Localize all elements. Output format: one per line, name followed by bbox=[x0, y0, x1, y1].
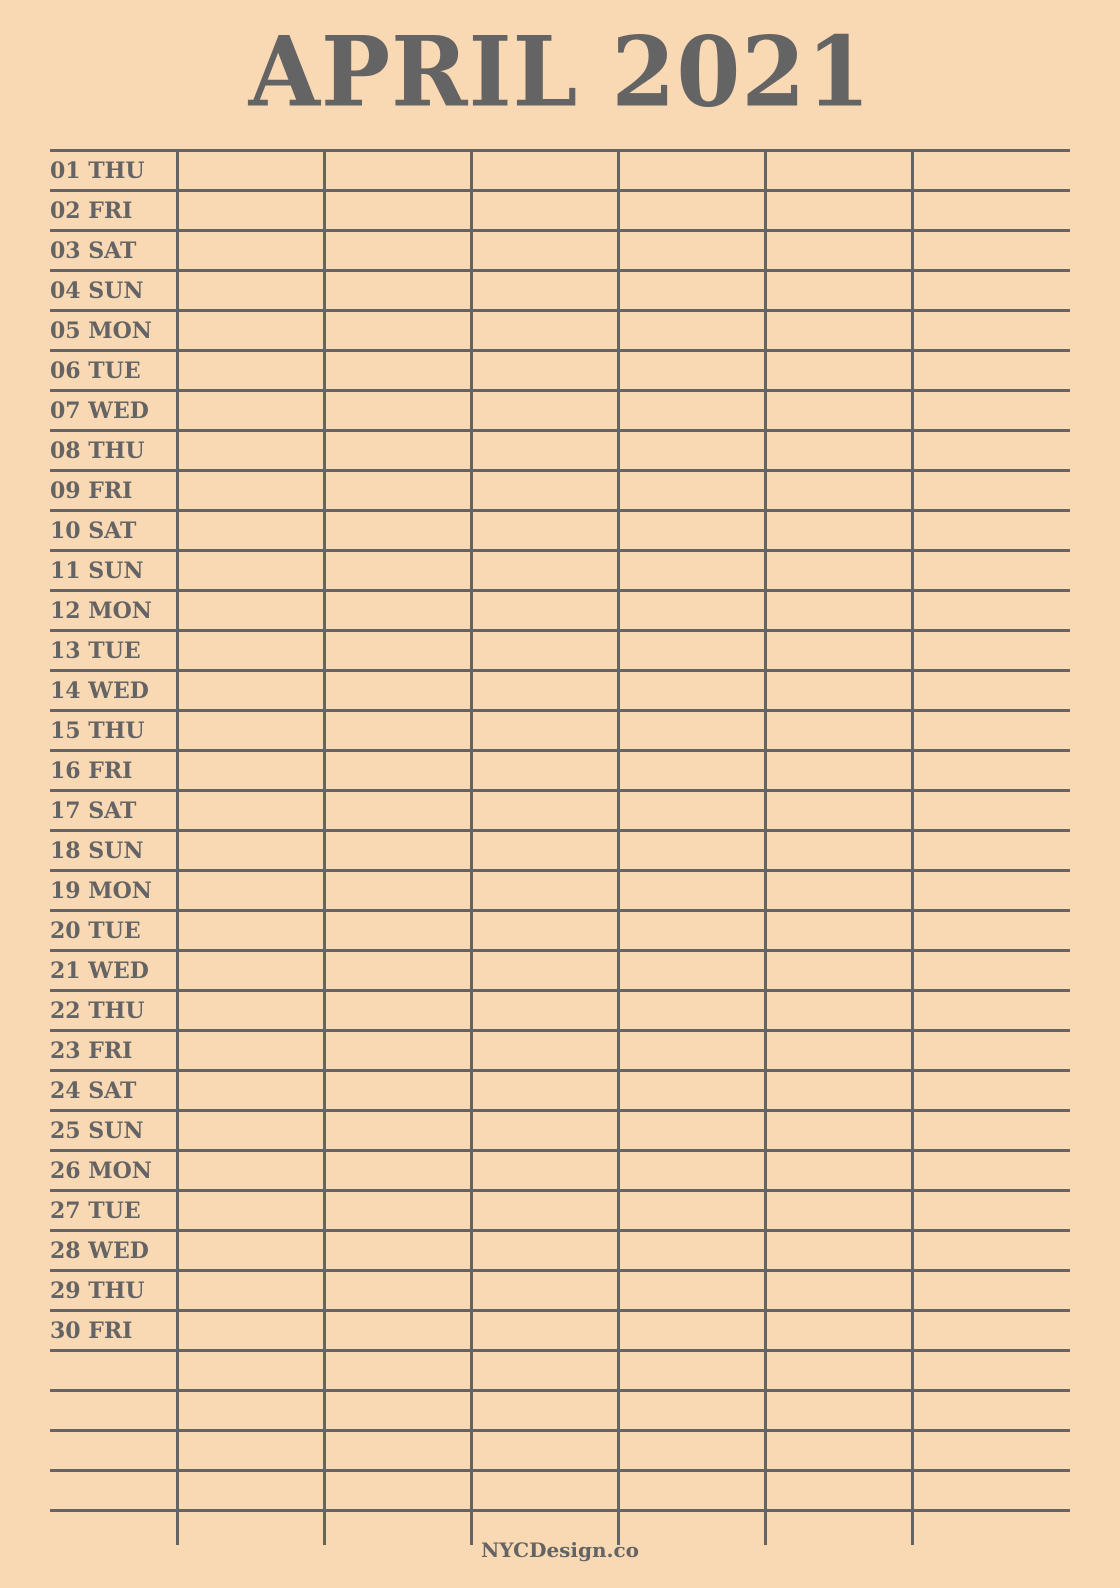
row-divider bbox=[50, 509, 1070, 512]
day-label bbox=[50, 1471, 170, 1511]
row-divider bbox=[50, 1229, 1070, 1232]
footer-brand: NYCDesign.co bbox=[480, 1538, 640, 1562]
column-divider bbox=[176, 150, 179, 1545]
column-divider bbox=[470, 150, 473, 1545]
row-divider bbox=[50, 949, 1070, 952]
row-divider bbox=[50, 1269, 1070, 1272]
day-label: 20 TUE bbox=[50, 918, 141, 944]
day-label: 10 SAT bbox=[50, 518, 137, 544]
day-label: 18 SUN bbox=[50, 838, 144, 864]
row-divider bbox=[50, 429, 1070, 432]
column-divider bbox=[764, 150, 767, 1545]
day-label: 28 WED bbox=[50, 1238, 149, 1264]
row-divider bbox=[50, 1469, 1070, 1472]
row-divider bbox=[50, 1429, 1070, 1432]
row-divider bbox=[50, 1029, 1070, 1032]
day-label: 29 THU bbox=[50, 1278, 145, 1304]
day-label: 11 SUN bbox=[50, 558, 144, 584]
day-label: 06 TUE bbox=[50, 358, 141, 384]
row-divider bbox=[50, 1349, 1070, 1352]
day-label: 24 SAT bbox=[50, 1078, 137, 1104]
day-label: 05 MON bbox=[50, 318, 152, 344]
day-label bbox=[50, 1391, 170, 1431]
day-label: 25 SUN bbox=[50, 1118, 144, 1144]
row-divider bbox=[50, 389, 1070, 392]
day-label: 08 THU bbox=[50, 438, 145, 464]
day-label: 09 FRI bbox=[50, 478, 133, 504]
row-divider bbox=[50, 1309, 1070, 1312]
day-label: 04 SUN bbox=[50, 278, 144, 304]
row-divider bbox=[50, 869, 1070, 872]
day-label: 17 SAT bbox=[50, 798, 137, 824]
day-label bbox=[50, 1431, 170, 1471]
row-divider bbox=[50, 349, 1070, 352]
row-divider bbox=[50, 149, 1070, 152]
row-divider bbox=[50, 549, 1070, 552]
day-label: 12 MON bbox=[50, 598, 152, 624]
row-divider bbox=[50, 909, 1070, 912]
day-label: 22 THU bbox=[50, 998, 145, 1024]
day-label: 14 WED bbox=[50, 678, 149, 704]
row-divider bbox=[50, 789, 1070, 792]
row-divider bbox=[50, 1389, 1070, 1392]
day-label: 19 MON bbox=[50, 878, 152, 904]
day-label: 07 WED bbox=[50, 398, 149, 424]
row-divider bbox=[50, 589, 1070, 592]
day-label: 26 MON bbox=[50, 1158, 152, 1184]
column-divider bbox=[617, 150, 620, 1545]
day-label: 15 THU bbox=[50, 718, 145, 744]
column-divider bbox=[323, 150, 326, 1545]
row-divider bbox=[50, 1069, 1070, 1072]
page-title: APRIL 2021 bbox=[248, 15, 872, 129]
row-divider bbox=[50, 189, 1070, 192]
row-divider bbox=[50, 989, 1070, 992]
day-label: 02 FRI bbox=[50, 198, 133, 224]
day-label: 23 FRI bbox=[50, 1038, 133, 1064]
row-divider bbox=[50, 1189, 1070, 1192]
row-divider bbox=[50, 469, 1070, 472]
day-label bbox=[50, 1351, 170, 1391]
row-divider bbox=[50, 1109, 1070, 1112]
day-label: 01 THU bbox=[50, 158, 145, 184]
row-divider bbox=[50, 829, 1070, 832]
row-divider bbox=[50, 749, 1070, 752]
day-label: 27 TUE bbox=[50, 1198, 141, 1224]
row-divider bbox=[50, 629, 1070, 632]
row-divider bbox=[50, 229, 1070, 232]
day-label: 21 WED bbox=[50, 958, 149, 984]
day-label: 13 TUE bbox=[50, 638, 141, 664]
column-divider bbox=[911, 150, 914, 1545]
row-divider bbox=[50, 269, 1070, 272]
row-divider bbox=[50, 1149, 1070, 1152]
row-divider bbox=[50, 1509, 1070, 1512]
day-label: 30 FRI bbox=[50, 1318, 133, 1344]
row-divider bbox=[50, 309, 1070, 312]
day-label: 03 SAT bbox=[50, 238, 137, 264]
day-label: 16 FRI bbox=[50, 758, 133, 784]
row-divider bbox=[50, 669, 1070, 672]
row-divider bbox=[50, 709, 1070, 712]
